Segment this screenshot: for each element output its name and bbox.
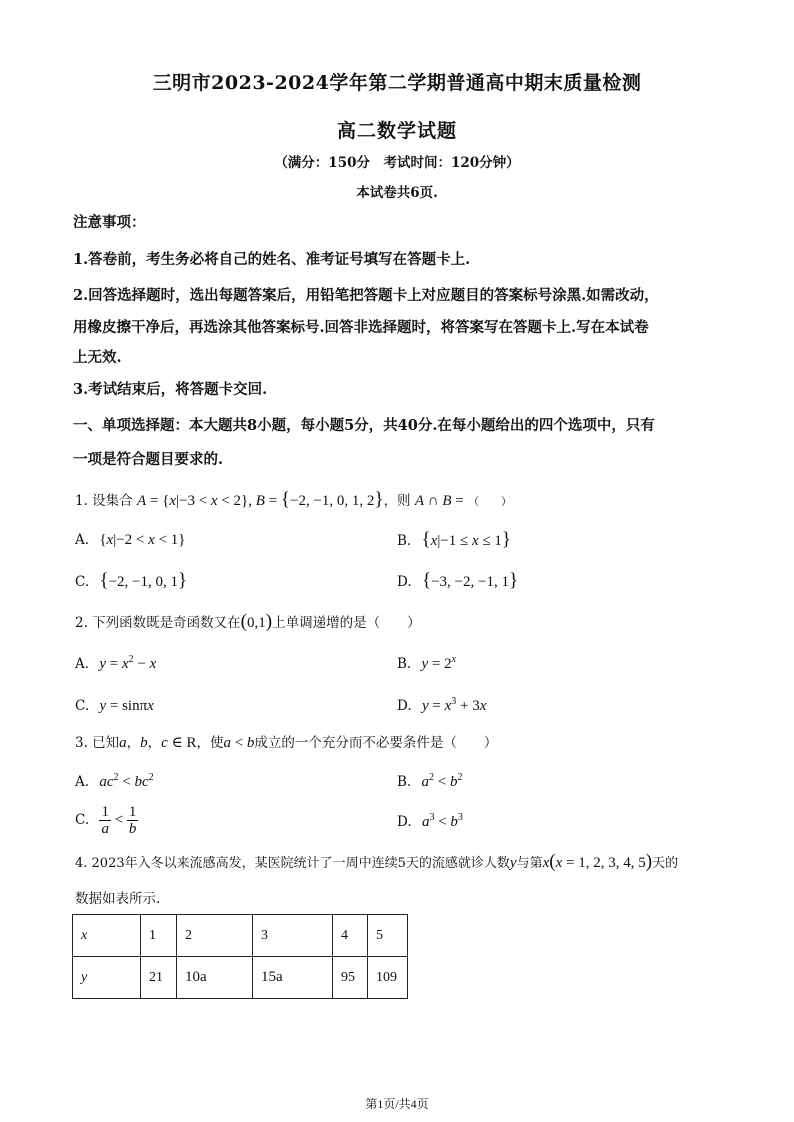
exam-subtitle: 高二数学试题 bbox=[336, 120, 457, 142]
question-2-option-d: D. $y = x^3 + 3x$ bbox=[397, 696, 487, 714]
option-label-a: A. bbox=[75, 532, 90, 548]
question-1-option-a: A. {x|−2 < x < 1} bbox=[75, 532, 186, 548]
option-label-d: D. bbox=[397, 574, 412, 590]
table-cell: 3 bbox=[253, 915, 333, 957]
table-cell: 95 bbox=[333, 957, 368, 999]
question-2-prefix: 2. 下列函数既是奇函数又在 bbox=[75, 615, 241, 631]
option-label-c: C. bbox=[75, 574, 90, 590]
notice-item-2-line-3: 上无效. bbox=[73, 349, 122, 366]
question-3: 3. 已知a，b，c ∈ R，使a < b成立的一个充分而不必要条件是（ ） bbox=[75, 735, 498, 751]
question-3-option-a: A. $ac^2 < bc^2$ bbox=[75, 772, 154, 790]
notice-item-2-line-2: 用橡皮擦干净后，再选涂其他答案标号.回答非选择题时，将答案写在答题卡上.写在本试卷 bbox=[73, 319, 649, 336]
question-3-connector: ，使 bbox=[196, 735, 224, 751]
section-1-instruction-line-2: 一项是符合题目要求的. bbox=[73, 451, 224, 468]
table-row bbox=[73, 915, 408, 957]
question-4-line-2: 数据如表所示. bbox=[75, 891, 161, 907]
question-4-prefix: 4. 2023年入冬以来流感高发，某医院统计了一周中连续5天的流感就诊人数 bbox=[75, 856, 510, 871]
question-2-option-b: B. $y = 2^x$ bbox=[397, 654, 457, 672]
option-label-c: C. bbox=[75, 698, 90, 714]
notice-heading: 注意事项： bbox=[73, 214, 146, 231]
table-cell: y bbox=[73, 957, 141, 999]
question-4-mid: 与第 bbox=[516, 856, 543, 871]
question-3-option-d: D. $a^3 < b^3$ bbox=[397, 812, 463, 830]
section-1-instruction-line-1: 一、单项选择题：本大题共8小题，每小题5分，共40分.在每小题给出的四个选项中，只有 bbox=[73, 417, 655, 434]
question-3-suffix: 成立的一个充分而不必要条件是（ ） bbox=[254, 735, 498, 751]
table-cell: 2 bbox=[177, 915, 253, 957]
question-1-sets: A = {x|−3 < x < 2}, B = {−2, −1, 0, 1, 2} bbox=[136, 489, 384, 510]
page-footer: 第1页/共4页 bbox=[365, 1097, 429, 1111]
table-cell: 5 bbox=[368, 915, 408, 957]
table-cell: 4 bbox=[333, 915, 368, 957]
option-label-b: B. bbox=[397, 533, 412, 549]
question-3-option-c: C. $\frac{1}{a}$ < $\frac{1}{b}$ bbox=[75, 804, 137, 837]
question-2-option-c: C. y = sinπx bbox=[75, 698, 154, 714]
question-1 bbox=[75, 490, 512, 512]
question-4-suffix: 天的 bbox=[652, 856, 679, 871]
option-label-a: A. bbox=[75, 774, 90, 790]
page-count-info: 本试卷共6页. bbox=[356, 185, 438, 201]
question-3-prefix: 3. 已知 bbox=[75, 735, 120, 751]
question-1-option-d: D. {−3, −2, −1, 1} bbox=[397, 570, 519, 591]
table-cell: 1 bbox=[141, 915, 177, 957]
comma: ， bbox=[126, 735, 141, 751]
exam-title: 三明市2023-2024学年第二学期普通高中期末质量检测 bbox=[152, 72, 642, 94]
option-label-b: B. bbox=[397, 656, 412, 672]
question-1-option-c: C. {−2, −1, 0, 1} bbox=[75, 570, 188, 591]
question-1-intersection: A ∩ B = bbox=[414, 493, 464, 509]
option-label-d: D. bbox=[397, 698, 412, 714]
question-1-answer-paren: （ ） bbox=[468, 495, 513, 508]
notice-item-3: 3.考试结束后，将答题卡交回. bbox=[73, 381, 268, 398]
comma: ， bbox=[147, 735, 162, 751]
notice-item-1: 1.答卷前，考生务必将自己的姓名、准考证号填写在答题卡上. bbox=[73, 251, 471, 268]
question-1-prefix: 1. 设集合 bbox=[75, 493, 133, 509]
question-3-option-b: B. $a^2 < b^2$ bbox=[397, 772, 463, 790]
question-4-line-1: 4. 2023年入冬以来流感高发，某医院统计了一周中连续5天的流感就诊人数y与第x(x = 1, 2, 3, 4, 5)天的 bbox=[75, 851, 679, 872]
option-label-a: A. bbox=[75, 656, 90, 672]
option-label-d: D. bbox=[397, 814, 412, 830]
table-cell: 21 bbox=[141, 957, 177, 999]
table-cell: 10a bbox=[177, 957, 253, 999]
question-2: 2. 下列函数既是奇函数又在(0,1)上单调递增的是（ ） bbox=[75, 611, 421, 632]
question-2-option-a: A. $y = x^2 - x$ bbox=[75, 654, 157, 672]
question-2-suffix: 上单调递增的是（ ） bbox=[272, 615, 421, 631]
question-1-option-b: B. {x|−1 ≤ x ≤ 1} bbox=[397, 529, 512, 550]
notice-item-2-line-1: 2.回答选择题时，选出每题答案后，用铅笔把答题卡上对应题目的答案标号涂黑.如需改动， bbox=[73, 287, 659, 304]
question-1-suffix: ，则 bbox=[383, 493, 411, 509]
table-cell: x bbox=[73, 915, 141, 957]
data-table bbox=[72, 914, 408, 999]
table-cell: 15a bbox=[253, 957, 333, 999]
option-label-c: C. bbox=[75, 811, 90, 828]
table-row bbox=[73, 957, 408, 999]
option-label-b: B. bbox=[397, 774, 412, 790]
score-time-info: （满分：150分 考试时间：120分钟） bbox=[274, 155, 520, 171]
table-cell: 109 bbox=[368, 957, 408, 999]
